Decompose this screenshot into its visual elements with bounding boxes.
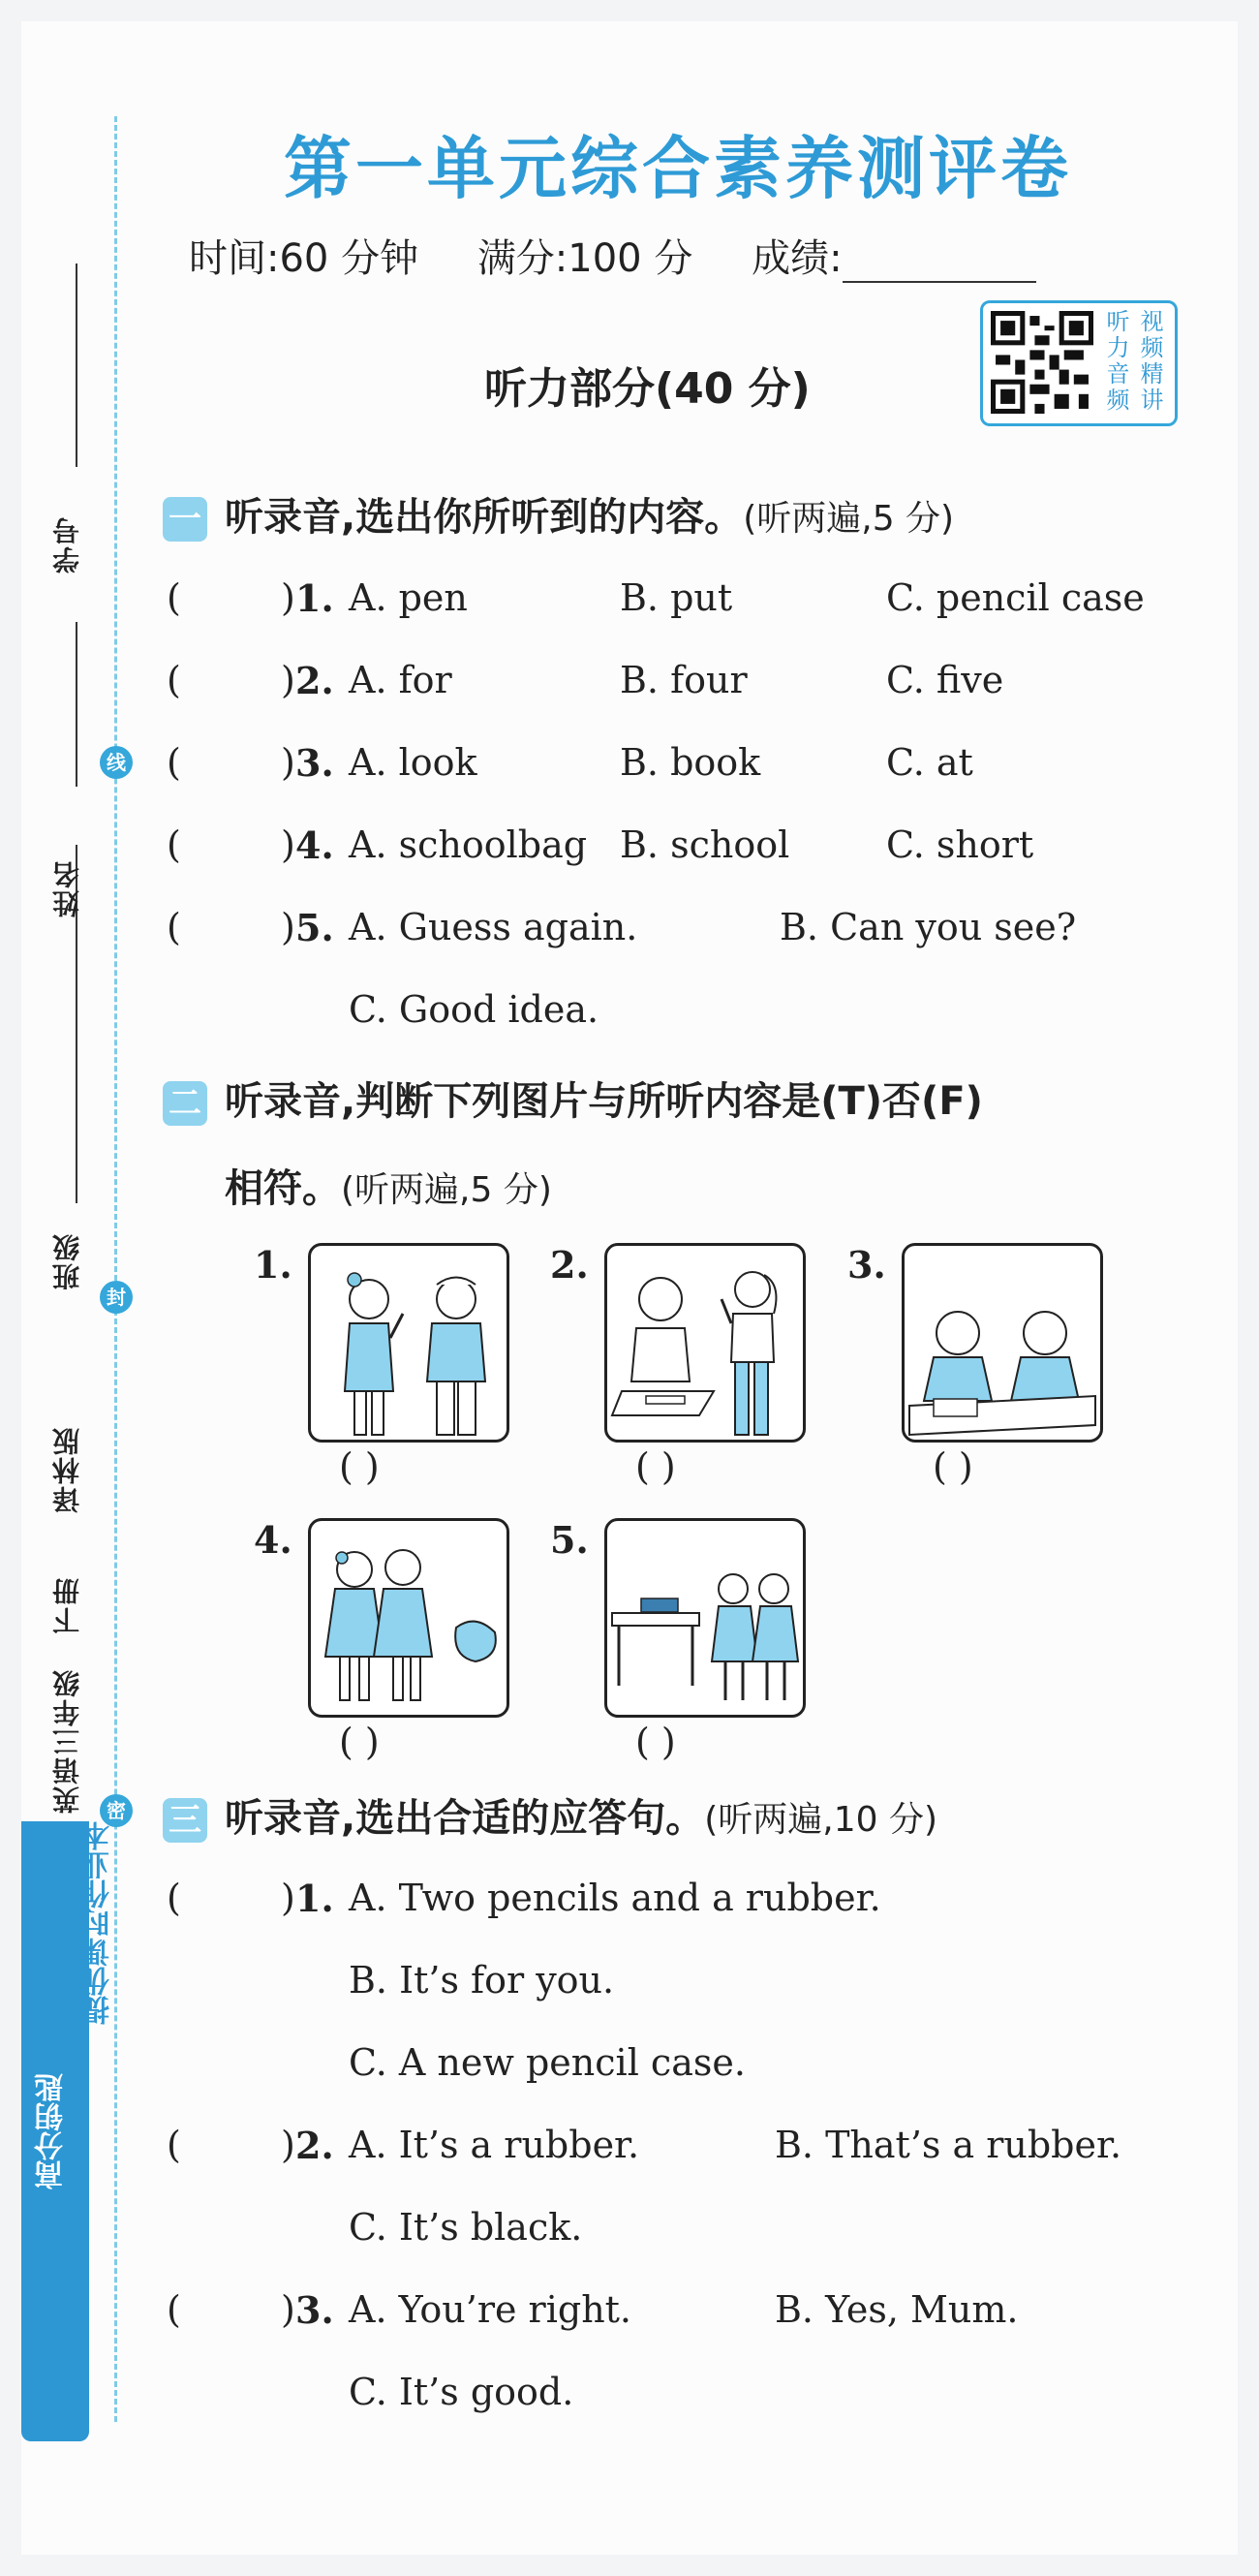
cut-mark: 线	[100, 746, 133, 779]
picture-2	[604, 1243, 806, 1443]
name-label: 姓名	[51, 859, 83, 917]
section2-note: (听两遍,5 分)	[341, 1170, 552, 1210]
picture-number: 3.	[847, 1243, 886, 1287]
picture-answer[interactable]: ( )	[933, 1445, 973, 1488]
option-c: C. It’s black.	[349, 2206, 583, 2249]
picture-number: 2.	[550, 1243, 589, 1287]
grade-subject-label: 英语三年级	[51, 1668, 83, 1814]
picture-illustration	[607, 1521, 803, 1715]
qr-code-icon	[991, 311, 1093, 414]
picture-1	[308, 1243, 509, 1443]
section2-badge: 二	[163, 1081, 207, 1126]
option-c: C. A new pencil case.	[349, 2041, 746, 2084]
option-c: C. It’s good.	[349, 2371, 574, 2413]
picture-illustration	[905, 1246, 1100, 1440]
section3-badge: 三	[163, 1798, 207, 1843]
brand-logo-text: 高分钥匙	[35, 2073, 69, 2189]
section1-badge: 一	[163, 497, 207, 542]
option-a: A. Guess again.	[349, 906, 638, 948]
time-label: 时间:60 分钟	[189, 236, 419, 281]
option-c: C. at	[886, 741, 973, 784]
section3-instruction: 听录音,选出合适的应答句。	[225, 1796, 705, 1841]
option-b: B. four	[620, 659, 748, 701]
section3-heading	[163, 1787, 937, 1843]
picture-answer[interactable]: ( )	[339, 1445, 380, 1488]
picture-illustration	[311, 1246, 507, 1440]
section3-note: (听两遍,10 分)	[704, 1800, 937, 1840]
page-title: 第一单元综合素养测评卷	[284, 129, 1072, 208]
option-b: B. Yes, Mum.	[775, 2288, 1019, 2331]
full-score-label: 满分:100 分	[476, 236, 693, 281]
picture-illustration	[607, 1246, 803, 1440]
option-a: A. It’s a rubber.	[349, 2124, 640, 2166]
picture-answer[interactable]: ( )	[635, 1721, 676, 1763]
picture-number: 1.	[254, 1243, 292, 1287]
picture-5	[604, 1518, 806, 1718]
student-id-label: 学号	[51, 515, 83, 574]
section2-instruction: 听录音,判断下列图片与所听内容是(T)否(F)	[225, 1079, 983, 1124]
option-b: B. It’s for you.	[349, 1959, 615, 2002]
option-b: B. school	[620, 823, 790, 866]
option-a: A. Two pencils and a rubber.	[349, 1877, 881, 1919]
option-a: A. You’re right.	[349, 2288, 632, 2331]
option-a: A. for	[349, 659, 452, 701]
option-a: A. look	[349, 741, 477, 784]
picture-3	[902, 1243, 1103, 1443]
section2-heading	[163, 1071, 983, 1126]
option-b: B. book	[620, 741, 761, 784]
option-a: A. pen	[349, 576, 468, 619]
option-c: C. short	[886, 823, 1034, 866]
class-label: 班级	[51, 1232, 83, 1290]
section1-heading	[163, 486, 954, 542]
picture-4	[308, 1518, 509, 1718]
exam-meta	[189, 228, 1083, 283]
picture-illustration	[311, 1521, 507, 1715]
listening-part-title: 听力部分(40 分)	[484, 364, 811, 414]
option-c: C. Good idea.	[349, 988, 599, 1031]
section1-note: (听两遍,5 分)	[743, 499, 955, 539]
cut-mark: 密	[100, 1794, 133, 1827]
option-b: B. put	[620, 576, 733, 619]
brand-slogan: 提优课时作业本	[81, 1821, 115, 2025]
edition-label: 译林版	[51, 1426, 83, 1513]
name-line	[76, 990, 77, 1203]
option-a: A. schoolbag	[349, 823, 588, 866]
section1-instruction: 听录音,选出你所听到的内容。	[225, 495, 744, 540]
divider-line	[76, 622, 77, 787]
picture-number: 4.	[254, 1518, 292, 1562]
option-c: C. pencil case	[886, 576, 1145, 619]
option-b: B. Can you see?	[780, 906, 1077, 948]
cut-mark: 封	[100, 1281, 133, 1314]
picture-answer[interactable]: ( )	[635, 1445, 676, 1488]
qr-caption: 听 视 力 频 音 精 频 讲	[1106, 308, 1164, 414]
score-blank[interactable]	[843, 281, 1036, 283]
option-c: C. five	[886, 659, 1004, 701]
volume-label: 下册	[51, 1576, 83, 1634]
score-label: 成绩:	[752, 236, 843, 281]
picture-number: 5.	[550, 1518, 589, 1562]
option-b: B. That’s a rubber.	[775, 2124, 1122, 2166]
picture-answer[interactable]: ( )	[339, 1721, 380, 1763]
section2-heading-line2: 相符。(听两遍,5 分)	[225, 1166, 552, 1211]
student-id-line	[76, 264, 77, 467]
qr-code-panel[interactable]	[980, 300, 1178, 426]
